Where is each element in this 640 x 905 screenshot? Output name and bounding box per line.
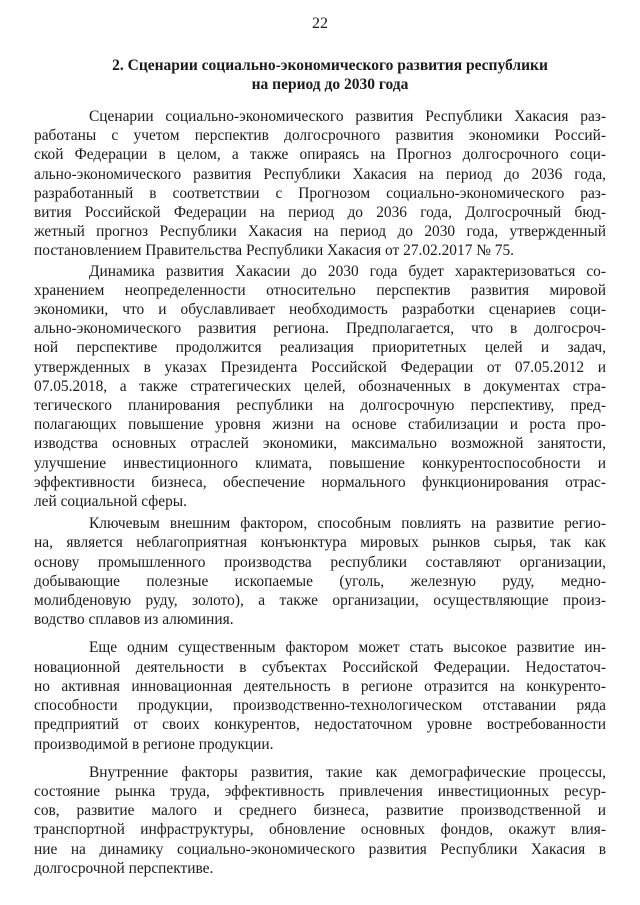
paragraph-line: изводства основных отраслей экономики, максимально возможной занятости, [34, 435, 606, 453]
paragraph-3 [34, 514, 606, 629]
paragraph-line: новационной деятельности в субъектах Российской Федерации. Недостаточ- [34, 658, 606, 676]
paragraph-line: долгосрочной перспективе. [34, 859, 214, 877]
paragraph-line: предприятий от своих конкурентов, недостаточном уровне востребованности [34, 716, 606, 734]
paragraph-line: транспортной инфраструктуры, обновление основных фондов, окажут влия- [34, 821, 606, 839]
paragraph-line: 07.05.2018, а также стратегических целей, обозначенных в документах стра- [34, 377, 606, 395]
paragraph-line: ально-экономического развития Республики Хакасия на период до 2036 года, [34, 165, 606, 183]
paragraph-line: хранением неопределенности относительно перспектив развития мировой [34, 281, 606, 299]
paragraph-line: ной перспективе продолжится реализация приоритетных целей и задач, [34, 339, 606, 357]
paragraph-line: сов, развитие малого и среднего бизнеса, развитие производственной и [34, 802, 606, 820]
paragraph-line: разработанный в соответствии с Прогнозом социально-экономического раз- [34, 184, 606, 202]
paragraph-line: водство сплавов из алюминия. [34, 611, 234, 629]
section-title [70, 56, 590, 94]
paragraph-line: постановлением Правительства Республики Хакасия от 27.02.2017 № 75. [34, 242, 515, 260]
paragraph-1 [34, 107, 606, 261]
paragraph-line: полагающих повышение уровня жизни на основе стабилизации и роста про- [34, 416, 606, 434]
paragraph-line: улучшение инвестиционного климата, повышение конкурентоспособности и [34, 454, 606, 472]
paragraph-line: вития Российской Федерации на период до 2036 года, Долгосрочный бюд- [34, 204, 606, 222]
paragraph-line: жетный прогноз Республики Хакасия на период до 2030 года, утвержденный [34, 223, 606, 241]
paragraph-line: экономики, что и обуславливает необходимость разработки сценариев соци- [34, 301, 606, 319]
section-title-line-2: на период до 2030 года [251, 76, 409, 93]
paragraph-4 [34, 638, 606, 753]
paragraph-line: молибденовую руду, золото), а также организации, осуществляющие произ- [34, 592, 606, 610]
paragraph-line: Ключевым внешним фактором, способным повлиять на развитие регио- [89, 515, 606, 533]
paragraph-5 [34, 763, 606, 878]
paragraph-line: утвержденных в указах Президента Российской Федерации от 07.05.2012 и [34, 358, 606, 376]
paragraph-line: основу промышленного производства республики составляют организации, [34, 553, 606, 571]
paragraph-line: производимой в регионе продукции. [34, 735, 274, 753]
paragraph-line: тегического планирования республики на долгосрочную перспективу, пред- [34, 397, 606, 415]
paragraph-line: эффективности бизнеса, обеспечение нормального функционирования отрас- [34, 473, 606, 491]
paragraph-line: состояние рынка труда, эффективность привлечения инвестиционных ресур- [34, 782, 606, 800]
paragraph-line: добывающие полезные ископаемые (уголь, железную руду, медно- [34, 572, 606, 590]
paragraph-line: на, является неблагоприятная конъюнктура мировых рынков сырья, так как [34, 534, 606, 552]
paragraph-line: Динамика развития Хакасии до 2030 года будет характеризоваться со- [89, 262, 606, 280]
paragraph-2 [34, 262, 606, 512]
paragraph-line: ально-экономического развития региона. Предполагается, что в долгосроч- [34, 320, 606, 338]
paragraph-line: лей социальной сферы. [34, 493, 187, 511]
paragraph-line: способности продукции, производственно-технологическом отставании ряда [34, 697, 606, 715]
document-body [34, 107, 606, 878]
paragraph-line: Внутренние факторы развития, такие как демографические процессы, [89, 763, 606, 781]
paragraph-line: но активная инновационная деятельность в регионе отразится на конкуренто- [34, 677, 606, 695]
section-title-line-1: 2. Сценарии социально-экономического развития республики [112, 57, 548, 74]
page-number: 22 [312, 15, 328, 32]
paragraph-line: Еще одним существенным фактором может стать высокое развитие ин- [89, 639, 606, 657]
paragraph-line: работаны с учетом перспектив долгосрочного развития экономики Россий- [34, 127, 606, 145]
paragraph-line: Сценарии социально-экономического развития Республики Хакасия раз- [89, 108, 606, 125]
paragraph-line: ние на динамику социально-экономического развития Республики Хакасия в [34, 840, 606, 858]
paragraph-line: ской Федерации в целом, а также опираясь на Прогноз долгосрочного соци- [34, 146, 606, 164]
